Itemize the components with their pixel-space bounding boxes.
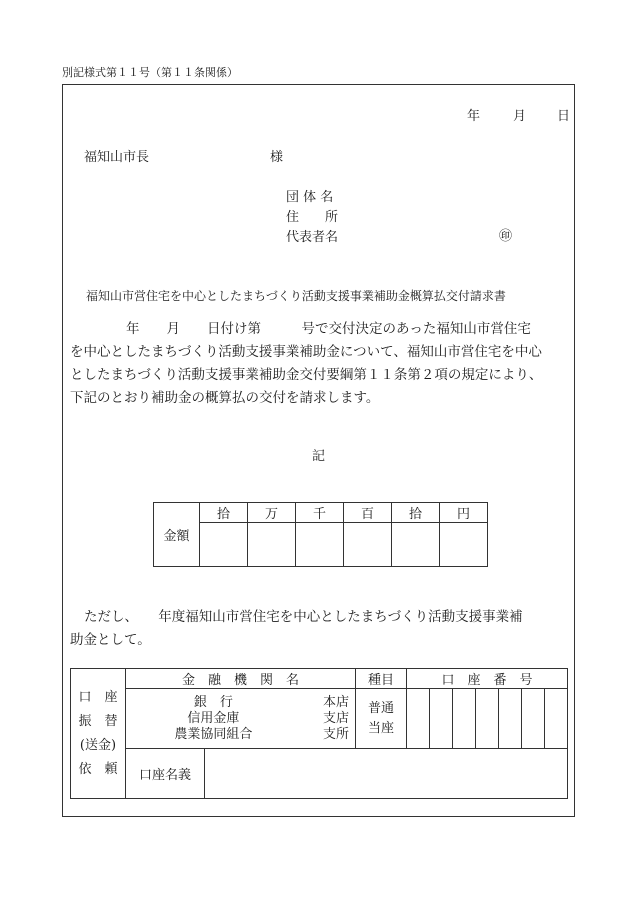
addressee-honorific: 様 — [270, 150, 284, 165]
institution-cell[interactable] — [126, 689, 356, 749]
transfer-request-label — [71, 669, 126, 799]
amount-cell[interactable] — [248, 523, 296, 567]
applicant-representative: 代表者名 — [286, 230, 339, 245]
account-type-cell[interactable] — [356, 689, 407, 749]
note-text — [70, 606, 572, 652]
body-line-1: 年 月 日付け第 号で交付決定のあった福知山市営住宅 — [126, 321, 531, 337]
date-day: 日 — [557, 109, 571, 124]
form-number: 別記様式第１１号（第１１条関係） — [62, 66, 238, 79]
document-title: 福知山市営住宅を中心としたまちづくり活動支援事業補助金概算払交付請求書 — [86, 289, 506, 303]
type-header: 種目 — [356, 669, 407, 689]
side-label-1: 口 座 — [78, 689, 118, 705]
institution-header: 金 融 機 関 名 — [126, 669, 356, 689]
unit-ju-man: 拾 — [200, 503, 248, 523]
body-line-4: 下記のとおり補助金の概算払の交付を請求します。 — [70, 390, 380, 406]
amount-cell[interactable] — [440, 523, 488, 567]
account-digit-cell[interactable] — [430, 689, 453, 749]
applicant-address: 住 所 — [286, 210, 339, 225]
side-label-4: 依 頼 — [78, 761, 118, 777]
amount-cell[interactable] — [296, 523, 344, 567]
note-line-1: ただし、 年度福知山市営住宅を中心としたまちづくり活動支援事業補 — [84, 609, 523, 625]
amount-cell[interactable] — [200, 523, 248, 567]
side-label-2: 振 替 — [78, 713, 118, 729]
account-digit-cell[interactable] — [453, 689, 476, 749]
shinkin-label: 信用金庫 — [187, 710, 240, 726]
request-body — [70, 318, 572, 410]
date-month: 月 — [513, 109, 527, 124]
account-number-header: 口 座 番 号 — [407, 669, 568, 689]
body-line-3: としたまちづくり活動支援事業補助金交付要綱第１１条第２項の規定により、 — [70, 367, 543, 383]
unit-hyaku: 百 — [344, 503, 392, 523]
date-year: 年 — [467, 109, 481, 124]
body-line-2: を中心としたまちづくり活動支援事業補助金について、福知山市営住宅を中心 — [70, 344, 542, 360]
note-line-2: 助金として。 — [70, 632, 151, 648]
account-name-cell[interactable] — [205, 749, 568, 799]
account-digit-cell[interactable] — [522, 689, 545, 749]
account-digit-cell[interactable] — [545, 689, 568, 749]
amount-cell[interactable] — [392, 523, 440, 567]
ki-heading: 記 — [312, 449, 326, 464]
account-digit-cell[interactable] — [499, 689, 522, 749]
unit-sen: 千 — [296, 503, 344, 523]
type-futsu: 普通 — [367, 700, 394, 716]
account-name-label: 口座名義 — [126, 749, 205, 799]
applicant-group-name: 団 体 名 — [286, 190, 334, 205]
side-label-3: (送金) — [79, 737, 117, 753]
account-digit-cell[interactable] — [476, 689, 499, 749]
head-office-label: 本店 — [322, 694, 349, 710]
unit-ju: 拾 — [392, 503, 440, 523]
amount-label: 金額 — [154, 503, 200, 567]
amount-cell[interactable] — [344, 523, 392, 567]
branch-label-1: 支店 — [322, 710, 349, 726]
unit-en: 円 — [440, 503, 488, 523]
unit-man: 万 — [248, 503, 296, 523]
type-toza: 当座 — [367, 720, 394, 736]
seal-icon: ㊞ — [499, 229, 513, 244]
addressee-name: 福知山市長 — [84, 150, 150, 165]
bank-label: 銀 行 — [193, 694, 233, 710]
account-digit-cell[interactable] — [407, 689, 430, 749]
amount-table — [153, 502, 488, 567]
bank-transfer-table — [70, 668, 568, 799]
branch-label-2: 支所 — [322, 726, 349, 742]
nokyo-label: 農業協同組合 — [174, 726, 253, 742]
